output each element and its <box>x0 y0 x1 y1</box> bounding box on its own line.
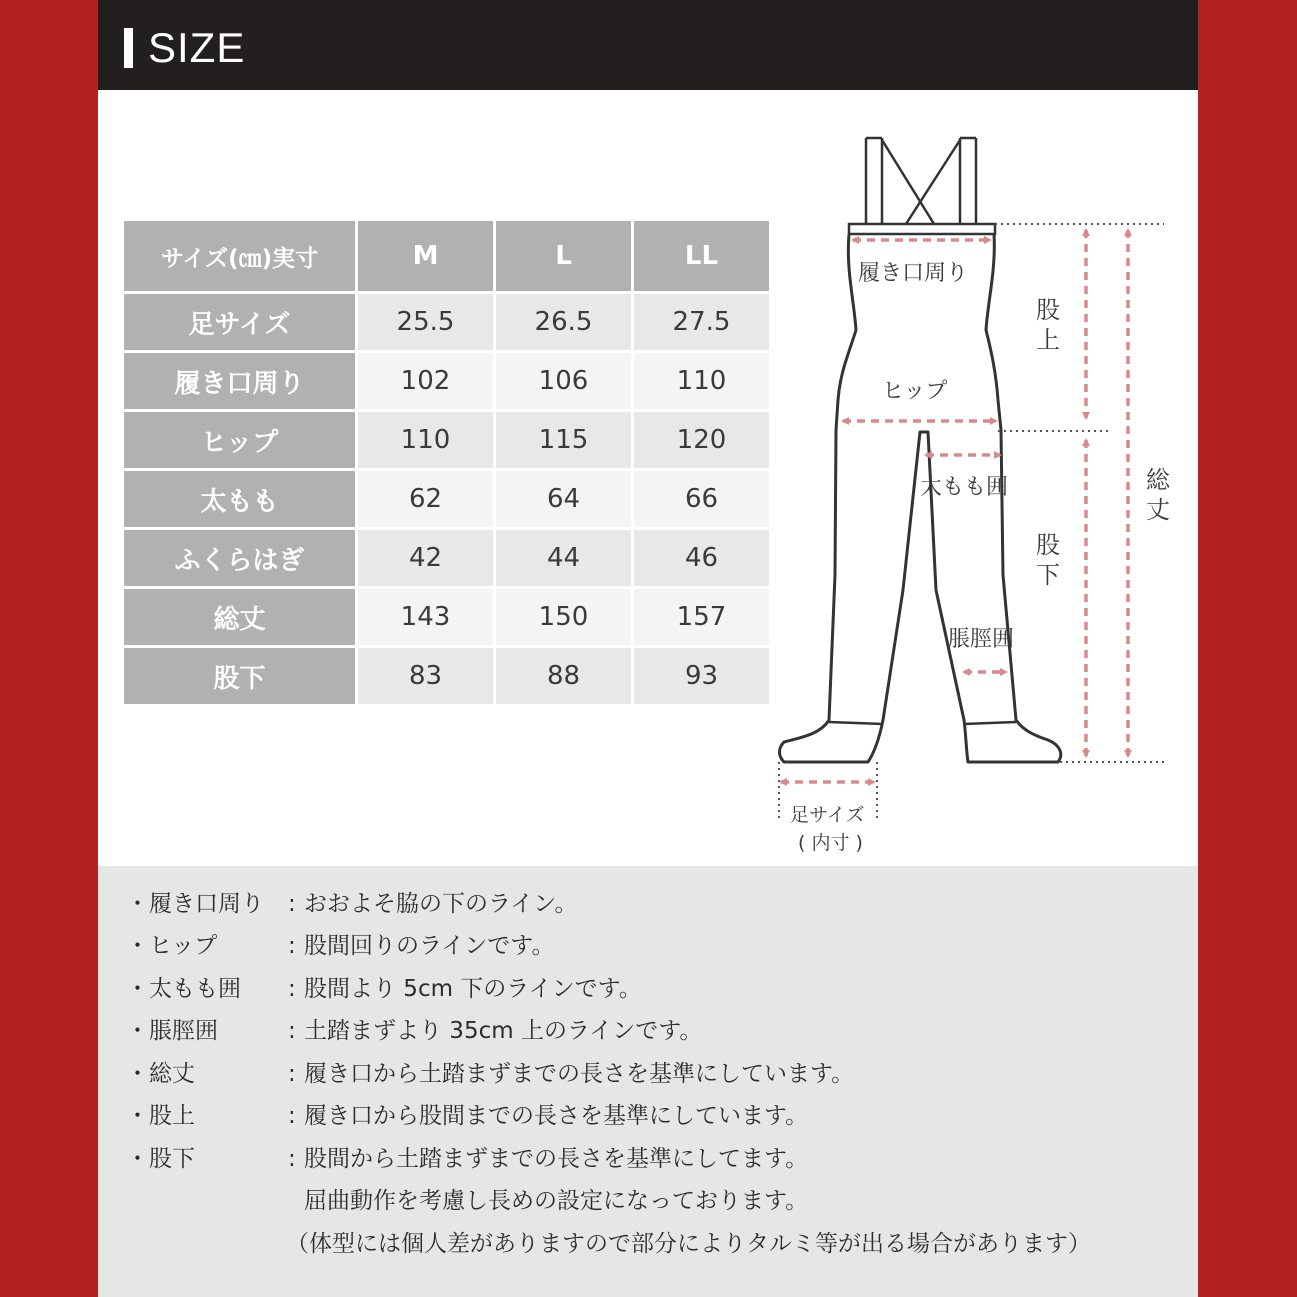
table-cell: 66 <box>634 471 769 527</box>
diagram-label-thigh: 太もも囲 <box>920 475 1009 500</box>
table-cell: 110 <box>358 412 493 468</box>
table-cell: 102 <box>358 353 493 409</box>
notes-section <box>98 866 1198 1297</box>
diagram-label-opening: 履き口周り <box>858 261 969 286</box>
suspender-straps <box>866 138 976 224</box>
note-item: ・総丈 : 履き口から土踏まずまでの長さを基準にしています。 <box>126 1055 854 1088</box>
diagram-label-foot: 足サイズ <box>790 804 865 826</box>
table-cell: 93 <box>634 648 769 704</box>
note-item: ・履き口周り : おおよそ脇の下のライン。 <box>126 885 577 918</box>
table-cell: 83 <box>358 648 493 704</box>
note-desc: 股間回りのラインです。 <box>304 933 555 959</box>
size-col-m: M <box>358 221 493 291</box>
row-label: ヒップ <box>124 412 355 468</box>
opening-band <box>849 224 995 234</box>
diagram-label-inseam: 股下 <box>1036 531 1060 589</box>
wader-diagram <box>98 0 1198 866</box>
boot-cuff-left <box>829 722 883 724</box>
table-cell: 157 <box>634 589 769 645</box>
diagram-label-foot-sub: ( 内寸 ) <box>798 832 863 854</box>
note-term: ・履き口周り <box>126 891 264 917</box>
section-title: SIZE <box>148 24 246 71</box>
note-item: ・ヒップ : 股間回りのラインです。 <box>126 927 554 960</box>
table-cell: 44 <box>496 530 631 586</box>
note-term: ・脹脛囲 <box>126 1018 218 1044</box>
note-desc: 股間から土踏まずまでの長さを基準にしてます。 <box>304 1146 809 1172</box>
note-item: ・股上 : 履き口から股間までの長さを基準にしています。 <box>126 1097 808 1130</box>
measurement-arrows <box>781 230 1128 782</box>
table-cell: 25.5 <box>358 294 493 350</box>
diagram-label-total: 総丈 <box>1146 466 1170 524</box>
note-item: ・股下 : 股間から土踏まずまでの長さを基準にしてます。 <box>126 1140 808 1173</box>
row-label: 総丈 <box>124 589 355 645</box>
row-label: 履き口周り <box>124 353 355 409</box>
table-cell: 110 <box>634 353 769 409</box>
table-cell: 64 <box>496 471 631 527</box>
note-item: ・太もも囲 : 股間より 5cm 下のラインです。 <box>126 970 642 1003</box>
table-cell: 88 <box>496 648 631 704</box>
size-panel <box>98 0 1198 1297</box>
table-cell: 62 <box>358 471 493 527</box>
note-item: ・脹脛囲 : 土踏まずより 35cm 上のラインです。 <box>126 1012 702 1045</box>
note-desc: 股間より 5cm 下のラインです。 <box>304 976 642 1002</box>
size-table-corner: サイズ(㎝)実寸 <box>124 221 355 291</box>
table-cell: 150 <box>496 589 631 645</box>
table-cell: 27.5 <box>634 294 769 350</box>
note-term: ・股下 <box>126 1146 195 1172</box>
row-label: 太もも <box>124 471 355 527</box>
note-term: ・総丈 <box>126 1061 195 1087</box>
table-cell: 106 <box>496 353 631 409</box>
diagram-label-calf: 脹脛囲 <box>948 627 1015 652</box>
note-desc: おおよそ脇の下のライン。 <box>304 891 578 917</box>
note-continuation: 屈曲動作を考慮し長めの設定になっております。 <box>304 1188 809 1214</box>
diagram-label-rise: 股上 <box>1036 296 1060 354</box>
note-term: ・ヒップ <box>126 933 218 959</box>
table-cell: 143 <box>358 589 493 645</box>
note-term: ・太もも囲 <box>126 976 241 1002</box>
table-cell: 42 <box>358 530 493 586</box>
size-col-l: L <box>496 221 631 291</box>
note-desc: 土踏まずより 35cm 上のラインです。 <box>304 1018 703 1044</box>
row-label: 股下 <box>124 648 355 704</box>
row-label: ふくらはぎ <box>124 530 355 586</box>
note-term: ・股上 <box>126 1103 195 1129</box>
note-desc: 履き口から股間までの長さを基準にしています。 <box>304 1103 809 1129</box>
table-cell: 120 <box>634 412 769 468</box>
size-col-ll: LL <box>634 221 769 291</box>
note-desc: 履き口から土踏まずまでの長さを基準にしています。 <box>304 1061 855 1087</box>
row-label: 足サイズ <box>124 294 355 350</box>
diagram-label-hip: ヒップ <box>882 379 948 404</box>
boot-cuff-right <box>964 722 1016 724</box>
table-cell: 26.5 <box>496 294 631 350</box>
table-cell: 115 <box>496 412 631 468</box>
table-cell: 46 <box>634 530 769 586</box>
note-disclaimer: （体型には個人差がありますので部分によりタルミ等が出る場合があります） <box>286 1231 1091 1257</box>
